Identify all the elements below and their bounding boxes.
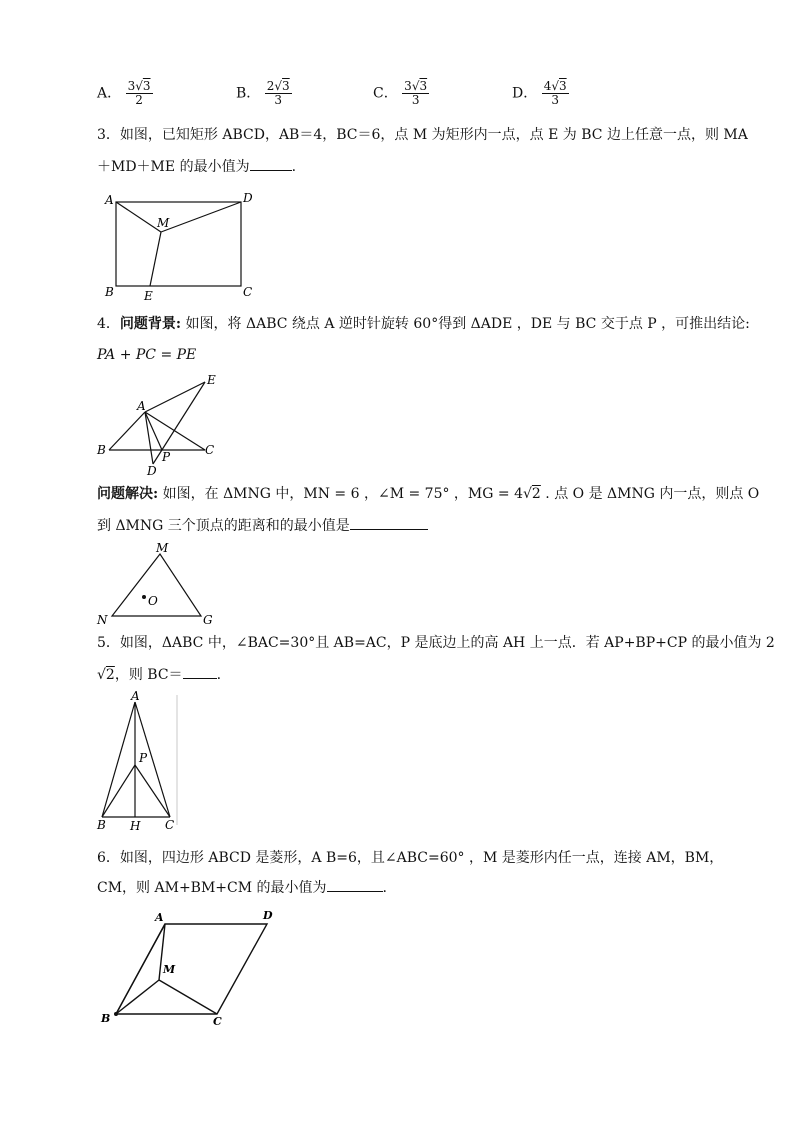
q5-label-c: C xyxy=(165,818,175,832)
choice-d[interactable]: D． $\frac{4√3}{3}$ xyxy=(512,79,567,107)
choice-d-fraction: $\frac{4√3}{3}$ xyxy=(543,79,567,107)
q6-line1: 6．如图，四边形 ABCD 是菱形，A B=6，且∠ABC=60° ，M 是菱形内任一点，连接 AM，BM， xyxy=(97,850,724,866)
q5-label-b: B xyxy=(97,818,106,832)
q4-label-c: C xyxy=(205,443,215,457)
q6-label-b: B xyxy=(101,1012,111,1025)
q5-line1: 5．如图，ΔABC 中，∠BAC=30°且 AB=AC，P 是底边上的高 AH 上一点．若 AP+BP+CP 的最小值为 2 xyxy=(97,635,775,651)
q4-label-b: B xyxy=(97,443,106,457)
choice-b-fraction: $\frac{2√3}{3}$ xyxy=(266,79,290,107)
q6-label-m: M xyxy=(163,963,176,976)
q4-label-d: D xyxy=(147,464,157,478)
q5-label-h: H xyxy=(130,819,141,833)
q6-label-a: A xyxy=(155,911,164,924)
q4-label-m: M xyxy=(156,541,169,555)
q3-label-d: D xyxy=(243,191,253,205)
q6-line2: CM，则 AM+BM+CM 的最小值为 . xyxy=(97,880,387,896)
q4-solve-line2: 到 ΔMNG 三个顶点的距离和的最小值是 xyxy=(97,516,428,536)
q3-line2: ＋MD＋ME 的最小值为 . xyxy=(97,159,297,175)
q4-point-o xyxy=(142,595,146,599)
q4-answer-blank[interactable] xyxy=(350,517,428,530)
q4-triangle-mng-figure xyxy=(94,540,224,628)
q3-line1: 3．如图，已知矩形 ABCD，AB＝4，BC＝6，点 M 为矩形内一点，点 E 为 BC 边上任意一点，则 MA xyxy=(97,127,748,143)
q5-label-p: P xyxy=(139,751,148,765)
q6-answer-blank[interactable] xyxy=(327,879,383,892)
q5-isosceles-figure xyxy=(95,690,185,835)
q4-line1: 4．问题背景: 如图，将 ΔABC 绕点 A 逆时针旋转 60°得到 ΔADE ，DE 与 BC 交于点 P ，可推出结论: xyxy=(97,316,750,332)
q3-answer-blank[interactable] xyxy=(250,158,292,171)
q4-solve-line1: 问题解决: 如图，在 ΔMNG 中，MN = 6 ，∠M = 75° ，MG = 4√2 . 点 O 是 ΔMNG 内一点，则点 O xyxy=(97,486,760,502)
q6-label-d: D xyxy=(263,909,273,922)
q6-label-c: C xyxy=(213,1015,222,1028)
q4-label-o: O xyxy=(148,594,158,608)
q4-label-e: E xyxy=(207,373,216,387)
q6-rhombus-figure xyxy=(97,905,282,1030)
q4-rotation-figure xyxy=(95,372,230,478)
q3-label-a: A xyxy=(105,193,114,207)
q4-conclusion: PA + PC = PE xyxy=(97,347,197,363)
choice-a[interactable]: A． $\frac{3√3}{2}$ xyxy=(97,79,151,107)
q3-rectangle-figure xyxy=(97,188,267,306)
q5-answer-blank[interactable] xyxy=(183,666,217,679)
choice-c[interactable]: C． $\frac{3√3}{3}$ xyxy=(373,79,428,107)
q3-label-b: B xyxy=(105,285,114,299)
q4-label-a: A xyxy=(137,399,146,413)
q6-vertex-b-dot xyxy=(114,1012,118,1016)
choice-c-fraction: $\frac{3√3}{3}$ xyxy=(404,79,428,107)
q4-label-p: P xyxy=(162,450,171,464)
choice-a-fraction: $\frac{3√3}{2}$ xyxy=(127,79,151,107)
q5-line2: √2，则 BC＝ . xyxy=(97,667,222,683)
q3-label-e: E xyxy=(144,289,153,303)
q4-label-g: G xyxy=(203,613,213,627)
q3-label-m: M xyxy=(157,216,170,230)
q5-label-a: A xyxy=(131,690,140,703)
q4-label-n: N xyxy=(97,613,108,627)
q3-label-c: C xyxy=(243,285,253,299)
choice-b[interactable]: B． $\frac{2√3}{3}$ xyxy=(236,79,290,107)
